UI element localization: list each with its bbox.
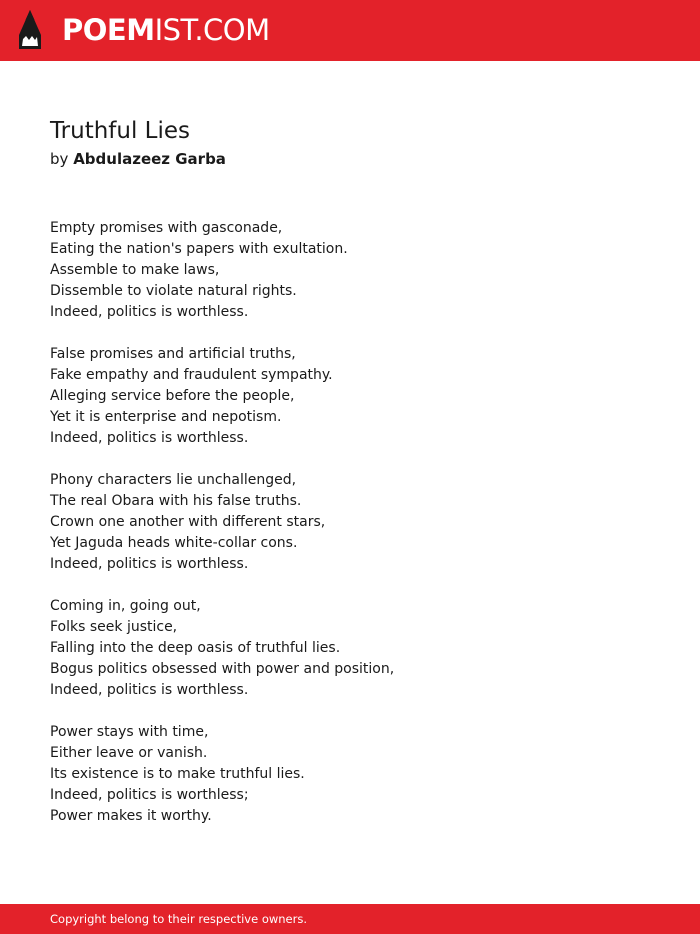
brand-light-text: IST.COM [154,13,270,47]
poem-line: Indeed, politics is worthless; [50,787,249,803]
brand-bold-text: POEM [62,13,155,47]
poem-line: Either leave or vanish. [50,745,208,761]
poem-line: Yet Jaguda heads white-collar cons. [50,535,298,551]
poem-line: Phony characters lie unchallenged, [50,472,297,488]
stanza [50,722,650,827]
byline [50,148,226,170]
poem-line: Bogus politics obsessed with power and position, [50,661,395,677]
poem-line: Eating the nation's papers with exultation. [50,241,348,257]
stanza [50,344,650,449]
poem-line: Falling into the deep oasis of truthful lies. [50,640,341,656]
poem-line: Empty promises with gasconade, [50,220,283,236]
pencil-tip-icon[interactable] [17,9,43,51]
site-header [0,0,700,61]
poem-line: Crown one another with different stars, [50,514,326,530]
poem-line: Assemble to make laws, [50,262,220,278]
stanza [50,596,650,701]
site-logo[interactable] [62,12,270,48]
stanza [50,470,650,575]
poem-line: Folks seek justice, [50,619,178,635]
stanza [50,218,650,323]
poem-line: Indeed, politics is worthless. [50,430,249,446]
poem-line: Power stays with time, [50,724,209,740]
site-footer [0,904,700,934]
poem-line: Indeed, politics is worthless. [50,556,249,572]
poem-line: Its existence is to make truthful lies. [50,766,305,782]
by-prefix: by [50,150,69,168]
poem-line: Alleging service before the people, [50,388,295,404]
poem-line: Coming in, going out, [50,598,201,614]
copyright-text: Copyright belong to their respective owners. [50,912,308,926]
poem-line: Yet it is enterprise and nepotism. [50,409,282,425]
poem-line: Indeed, politics is worthless. [50,682,249,698]
author-name: Abdulazeez Garba [73,150,226,168]
poem-line: Dissemble to violate natural rights. [50,283,297,299]
poem-body [50,218,650,848]
poem-line: The real Obara with his false truths. [50,493,302,509]
poem-title: Truthful Lies [50,118,191,144]
poem-line: Fake empathy and fraudulent sympathy. [50,367,333,383]
poem-line: Power makes it worthy. [50,808,212,824]
poem-line: Indeed, politics is worthless. [50,304,249,320]
poem-line: False promises and artificial truths, [50,346,296,362]
